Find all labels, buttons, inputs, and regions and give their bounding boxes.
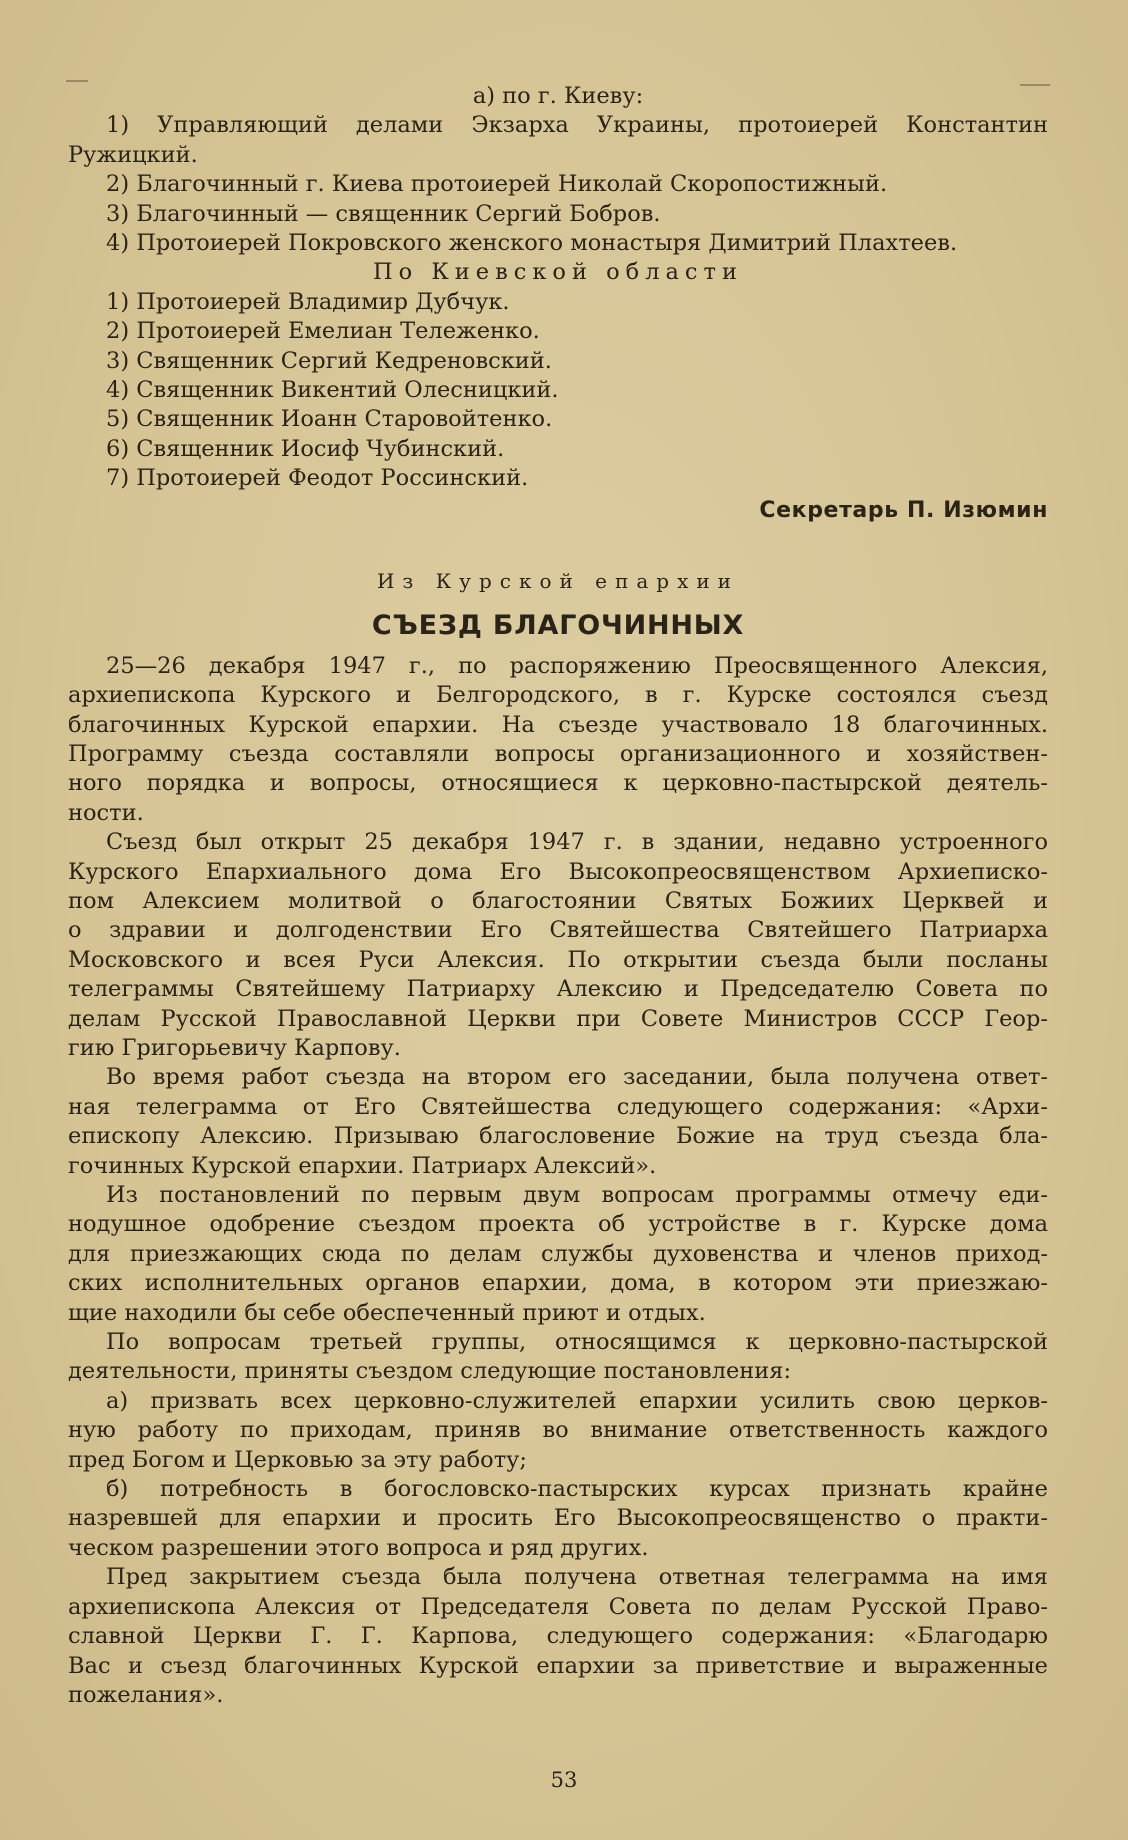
paragraph: [68, 828, 1048, 1063]
kiev-city-heading: а) по г. Киеву:: [472, 83, 644, 109]
paragraph-line: 25—26 декабря 1947 г., по распоряжению Преосвященного Алексия,: [106, 652, 1048, 679]
paragraph-line: благочинных Курской епархии. На съезде участвовало 18 благочинных.: [68, 711, 1048, 738]
article-body: [68, 652, 1048, 1711]
paragraph-line: а) призвать всех церковно-служителей епархии усилить свою церков-: [106, 1387, 1048, 1414]
scan-mark-left: [66, 80, 88, 82]
paragraph-line: пред Богом и Церковью за эту работу;: [68, 1446, 527, 1473]
list-item-line: 3) Благочинный — священник Сергий Бобров.: [106, 200, 661, 227]
paragraph-line: ности.: [68, 799, 144, 826]
paragraph-line: о здравии и долгоденствии Его Святейшества Святейшего Патриарха: [68, 917, 1048, 944]
page-number: 53: [550, 1768, 578, 1792]
paragraph-line: делам Русской Православной Церкви при Совете Министров СССР Геор-: [68, 1005, 1048, 1032]
list-item: [68, 111, 1048, 170]
list-item: [68, 170, 1048, 199]
paragraph-line: Московского и всея Руси Алексия. По открытии съезда были посланы: [68, 946, 1048, 973]
paragraph-line: ческом разрешении этого вопроса и ряд других.: [68, 1534, 649, 1561]
paragraph: [68, 1063, 1048, 1181]
paragraph-line: назревшей для епархии и просить Его Высокопреосвященство о практи-: [68, 1505, 1048, 1532]
list-item: 4) Священник Викентий Олесницкий.: [106, 377, 559, 404]
paragraph: [68, 652, 1048, 828]
paragraph-line: архиепископа Курского и Белгородского, в г. Курске состоялся съезд: [68, 682, 1048, 709]
paragraph-line: Во время работ съезда на втором его заседании, была получена ответ-: [106, 1064, 1048, 1091]
paragraph-line: телеграммы Святейшему Патриарху Алексию и Председателю Совета по: [68, 976, 1048, 1003]
paragraph-line: нодушное одобрение съездом проекта об устройстве в г. Курске дома: [68, 1211, 1048, 1238]
paragraph-line: славной Церкви Г. Г. Карпова, следующего содержания: «Благодарю: [68, 1623, 1048, 1650]
list-item: 3) Священник Сергий Кедреновский.: [106, 347, 552, 374]
paragraph-line: ная телеграмма от Его Святейшества следующего содержания: «Архи-: [68, 1093, 1048, 1120]
list-item: 7) Протоиерей Феодот Россинский.: [106, 465, 529, 492]
paragraph-line: Из постановлений по первым двум вопросам программы отмечу еди-: [106, 1182, 1048, 1208]
paragraph-line: ную работу по приходам, приняв во внимание ответственность каждого: [68, 1417, 1048, 1444]
paragraph: [68, 1475, 1048, 1563]
list-item: [68, 229, 1048, 258]
list-item-line: 1) Управляющий делами Экзарха Украины, протоиерей Константин: [106, 112, 1048, 139]
page-content: [68, 82, 1048, 1710]
paragraph-line: Съезд был открыт 25 декабря 1947 г. в здании, недавно устроенного: [106, 829, 1048, 856]
paragraph-line: гию Григорьевичу Карпову.: [68, 1034, 401, 1061]
paragraph-line: пом Алексием молитвой о благостоянии Святых Божиих Церквей и: [68, 887, 1048, 914]
paragraph-line: гочинных Курской епархии. Патриарх Алексий».: [68, 1152, 657, 1179]
list-item: 1) Протоиерей Владимир Дубчук.: [106, 288, 510, 315]
paragraph-line: По вопросам третьей группы, относящимся к церковно-пастырской: [106, 1329, 1048, 1356]
list-item: 6) Священник Иосиф Чубинский.: [106, 435, 505, 462]
paragraph-line: ских исполнительных органов епархии, дома, в котором эти приезжаю-: [68, 1270, 1048, 1297]
paragraph-line: пожелания».: [68, 1681, 224, 1708]
paragraph-line: Вас и съезд благочинных Курской епархии за приветствие и выраженные: [68, 1652, 1048, 1679]
list-item: [68, 200, 1048, 229]
paragraph-line: Программу съезда составляли вопросы организационного и хозяйствен-: [68, 740, 1048, 767]
list-item-line: Ружицкий.: [68, 141, 198, 168]
paragraph-line: б) потребность в богословско-пастырских курсах признать крайне: [106, 1476, 1048, 1503]
kiev-region-list: [68, 288, 1048, 494]
paragraph-line: Пред закрытием съезда была получена ответная телеграмма на имя: [106, 1564, 1048, 1591]
paragraph-line: щие находили бы себе обеспеченный приют и отдых.: [68, 1299, 706, 1326]
secretary-signature: Секретарь П. Изюмин: [759, 497, 1048, 523]
paragraph-line: ного порядка и вопросы, относящиеся к церковно-пастырской деятель-: [68, 770, 1048, 797]
paragraph: [68, 1328, 1048, 1387]
paragraph: [68, 1563, 1048, 1710]
kiev-region-heading: По Киевской области: [373, 259, 743, 286]
section-kicker: Из Курской епархии: [376, 568, 740, 593]
paragraph-line: деятельности, приняты съездом следующие постановления:: [68, 1358, 792, 1385]
paragraph: [68, 1181, 1048, 1328]
paragraph: [68, 1387, 1048, 1475]
paragraph-line: для приезжающих сюда по делам службы духовенства и членов приход-: [68, 1240, 1048, 1267]
paragraph-line: архиепископа Алексия от Председателя Совета по делам Русской Право-: [68, 1593, 1048, 1620]
article-title: СЪЕЗД БЛАГОЧИННЫХ: [371, 609, 745, 641]
list-item-line: 4) Протоиерей Покровского женского монастыря Димитрий Плахтеев.: [106, 230, 958, 257]
kiev-city-list: [68, 111, 1048, 258]
list-item-line: 2) Благочинный г. Киева протоиерей Николай Скоропостижный.: [106, 171, 888, 198]
paragraph-line: Курского Епархиального дома Его Высокопреосвященством Архиеписко-: [68, 858, 1048, 885]
list-item: 2) Протоиерей Емелиан Тележенко.: [106, 318, 540, 345]
scan-mark-right: [1020, 84, 1050, 86]
list-item: 5) Священник Иоанн Старовойтенко.: [106, 406, 553, 433]
paragraph-line: епископу Алексию. Призываю благословение Божие на труд съезда бла-: [68, 1123, 1048, 1150]
